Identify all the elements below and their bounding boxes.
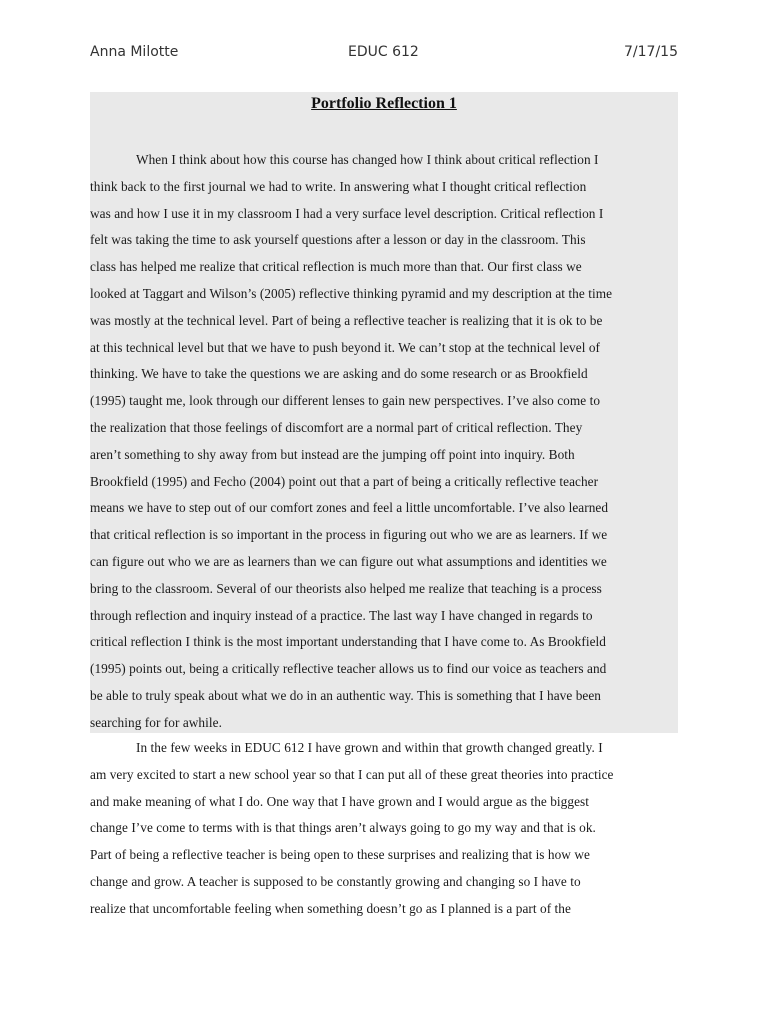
- text-line: that critical reflection is so important in the process in figuring out who we are as learners. If we: [90, 527, 608, 543]
- text-line: the realization that those feelings of discomfort are a normal part of critical reflection. They: [90, 419, 583, 435]
- text-line: and make meaning of what I do. One way that I have grown and I would argue as the biggest: [90, 793, 589, 809]
- text-line: critical reflection I think is the most important understanding that I have come to. As Brookfield: [90, 634, 606, 650]
- text-line: searching for for awhile.: [90, 714, 222, 730]
- text-line: realize that uncomfortable feeling when something doesn’t go as I planned is a part of the: [90, 900, 571, 916]
- text-line: can figure out who we are as learners than we can figure out what assumptions and identities we: [90, 553, 607, 569]
- text-line: felt was taking the time to ask yourself questions after a lesson or day in the classroom. This: [90, 232, 586, 248]
- text-line: change I’ve come to terms with is that things aren’t always going to go my way and that is ok.: [90, 820, 596, 836]
- text-line: (1995) taught me, look through our different lenses to gain new perspectives. I’ve also come to: [90, 393, 601, 409]
- text-line: was and how I use it in my classroom I had a very surface level description. Critical reflection I: [90, 205, 604, 221]
- text-line: (1995) points out, being a critically reflective teacher allows us to find our voice as teachers and: [90, 661, 607, 677]
- text-line: think back to the first journal we had to write. In answering what I thought critical reflection: [90, 178, 587, 194]
- text-line: In the few weeks in EDUC 612 I have grown and within that growth changed greatly. I: [136, 740, 603, 755]
- text-line: through reflection and inquiry instead of a practice. The last way I have changed in regards to: [90, 607, 593, 623]
- paragraph-2: [90, 735, 678, 923]
- text-line: be able to truly speak about what we do in an authentic way. This is something that I have been: [90, 687, 602, 703]
- text-line: looked at Taggart and Wilson’s (2005) reflective thinking pyramid and my description at the time: [90, 285, 613, 301]
- text-line: class has helped me realize that critical reflection is much more than that. Our first class we: [90, 259, 582, 275]
- text-line: thinking. We have to take the questions we are asking and do some research or as Brookfield: [90, 366, 588, 382]
- text-line: means we have to step out of our comfort zones and feel a little uncomfortable. I’ve also learned: [90, 500, 609, 516]
- text-line: bring to the classroom. Several of our theorists also helped me realize that teaching is a process: [90, 580, 602, 596]
- text-line: Part of being a reflective teacher is being open to these surprises and realizing that is how we: [90, 847, 590, 863]
- text-line: Brookfield (1995) and Fecho (2004) point out that a part of being a critically reflective teacher: [90, 473, 599, 489]
- text-line: at this technical level but that we have to push beyond it. We can’t stop at the technical level of: [90, 339, 600, 355]
- text-line: am very excited to start a new school year so that I can put all of these great theories into practice: [90, 766, 614, 782]
- text-line: aren’t something to shy away from but instead are the jumping off point into inquiry. Both: [90, 446, 575, 462]
- paragraph-1: [90, 147, 678, 737]
- text-line: change and grow. A teacher is supposed to be constantly growing and changing so I have to: [90, 873, 581, 889]
- page-header: [90, 44, 678, 66]
- header-author: Anna Milotte: [90, 44, 179, 60]
- text-line: When I think about how this course has changed how I think about critical reflection I: [136, 152, 599, 167]
- text-line: was mostly at the technical level. Part of being a reflective teacher is realizing that it is ok to be: [90, 312, 603, 328]
- header-date: 7/17/15: [624, 44, 678, 60]
- header-course: EDUC 612: [348, 44, 419, 60]
- document-title: Portfolio Reflection 1: [311, 95, 457, 112]
